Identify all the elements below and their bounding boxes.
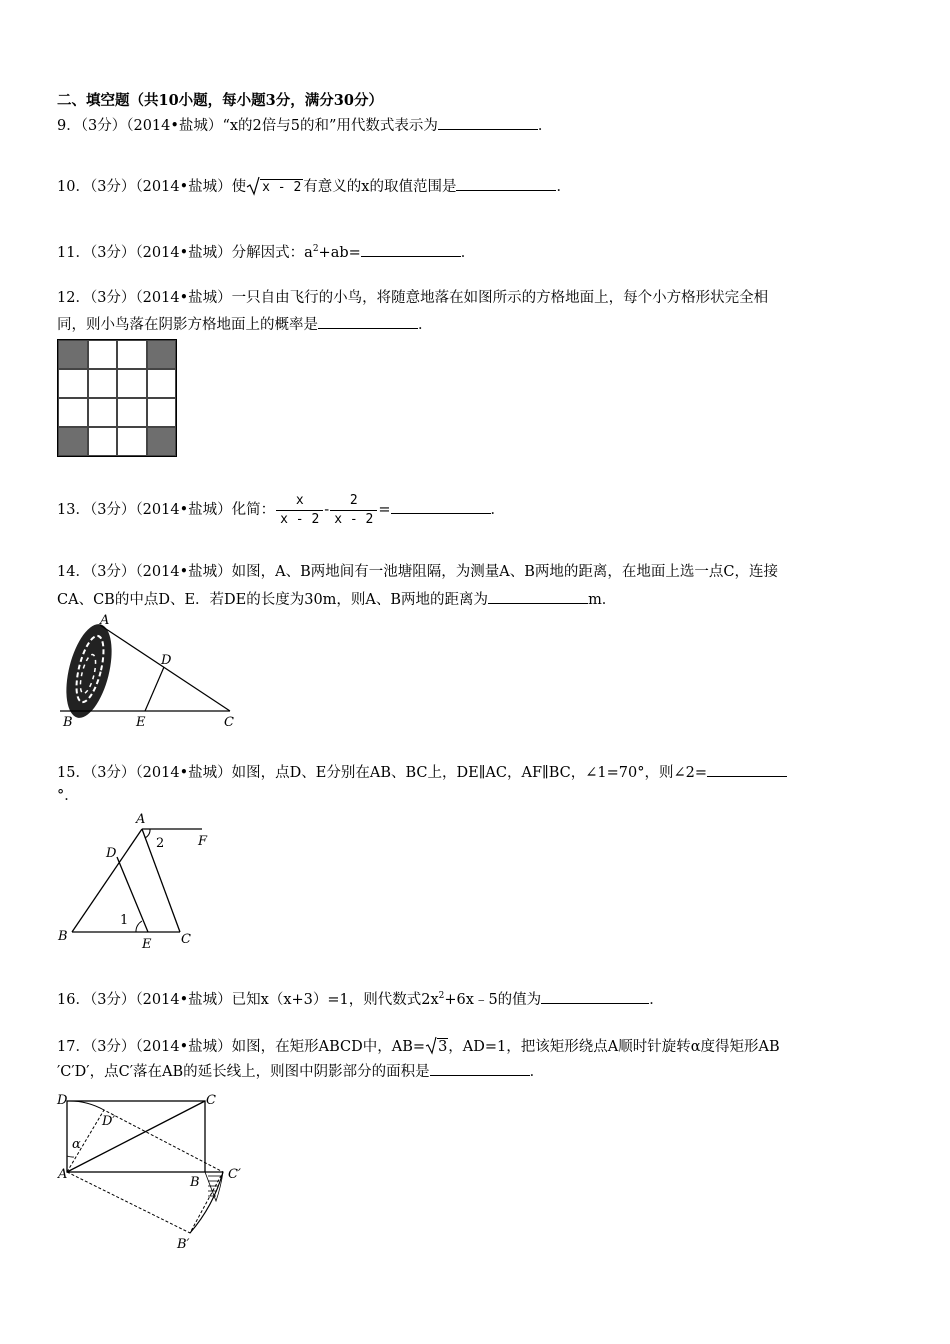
q13-minus: - bbox=[324, 502, 330, 518]
q13-frac1-numerator: x bbox=[295, 492, 304, 508]
q16-source: （2014•盐城） bbox=[135, 992, 232, 1008]
q10-sqrt-expression bbox=[246, 176, 303, 197]
label-c-prime: C′ bbox=[228, 1167, 241, 1182]
label-f: F bbox=[198, 834, 208, 849]
q10-radicand: x - 2 bbox=[262, 180, 302, 195]
arc-dd1 bbox=[67, 1101, 104, 1110]
grid-cell-shaded bbox=[58, 340, 88, 369]
q9-number: 9． bbox=[57, 118, 81, 134]
label-a: A bbox=[58, 1167, 68, 1182]
q17-end: ． bbox=[529, 1064, 545, 1080]
grid-cell bbox=[88, 369, 118, 398]
q14-number: 14． bbox=[57, 564, 90, 580]
label-d: D bbox=[106, 846, 117, 861]
q11-end: ． bbox=[460, 245, 476, 261]
q13-fraction-1 bbox=[276, 492, 323, 529]
section-title: 二、填空题（共10小题，每小题3分，满分30分） bbox=[57, 92, 383, 109]
q17-rectangle-figure bbox=[50, 1088, 260, 1253]
q11-answer-blank[interactable] bbox=[361, 242, 461, 257]
question-17-line1 bbox=[57, 1036, 780, 1056]
label-c: C bbox=[224, 715, 234, 730]
grid-cell bbox=[117, 340, 147, 369]
radical-sign-icon bbox=[246, 176, 260, 196]
q13-end: ． bbox=[490, 502, 505, 518]
q17-source: （2014•盐城） bbox=[135, 1039, 232, 1055]
q17-sqrt3 bbox=[425, 1036, 448, 1056]
q11-exponent: 2 bbox=[312, 244, 319, 254]
label-b: B bbox=[190, 1175, 200, 1190]
q12-grid-figure bbox=[57, 339, 177, 457]
q12-source: （2014•盐城） bbox=[135, 290, 232, 306]
label-angle-2: 2 bbox=[156, 836, 165, 851]
label-a: A bbox=[136, 812, 146, 827]
q16-text: +6x﹣5的值为 bbox=[444, 992, 542, 1008]
q12-score: （3分） bbox=[89, 290, 136, 306]
grid-cell bbox=[58, 369, 88, 398]
label-b-prime: B′ bbox=[177, 1237, 190, 1252]
q11-number: 11． bbox=[57, 245, 90, 261]
q12-text-line1: 一只自由飞行的小鸟，将随意地落在如图所示的方格地面上，每个小方格形状完全相 bbox=[231, 290, 769, 306]
q17-number: 17． bbox=[57, 1039, 90, 1055]
grid-cell bbox=[88, 398, 118, 427]
label-d: D bbox=[161, 653, 172, 668]
grid-cell bbox=[58, 398, 88, 427]
q15-answer-blank[interactable] bbox=[707, 762, 787, 777]
question-16 bbox=[57, 987, 664, 1009]
q17-sqrt-radicand: 3 bbox=[438, 1039, 448, 1055]
label-d-prime: D′ bbox=[102, 1114, 116, 1129]
q10-pre: 使 bbox=[231, 179, 247, 195]
q9-source: （2014•盐城） bbox=[126, 118, 223, 134]
q17-score: （3分） bbox=[89, 1039, 136, 1055]
q14-answer-blank[interactable] bbox=[488, 589, 588, 604]
q14-pond-figure bbox=[55, 612, 255, 732]
question-10 bbox=[57, 176, 571, 197]
q9-end: ． bbox=[537, 118, 553, 134]
label-c: C bbox=[181, 932, 191, 947]
pond-shape bbox=[58, 620, 120, 723]
question-15-line1 bbox=[57, 762, 787, 782]
q13-frac2-numerator: 2 bbox=[349, 492, 358, 508]
q9-score: （3分） bbox=[80, 118, 127, 134]
q15-number: 15． bbox=[57, 765, 90, 781]
grid-cell bbox=[147, 369, 177, 398]
label-angle-1: 1 bbox=[120, 913, 129, 928]
question-9 bbox=[57, 115, 552, 135]
line-ac bbox=[100, 625, 230, 711]
label-a: A bbox=[100, 613, 110, 628]
question-17-line2 bbox=[57, 1061, 544, 1081]
q12-text-line2: 同，则小鸟落在阴影方格地面上的概率是 bbox=[57, 317, 318, 333]
grid-cell bbox=[88, 340, 118, 369]
line-ab bbox=[72, 829, 142, 932]
q16-end: ． bbox=[649, 992, 664, 1008]
grid-cell-shaded bbox=[58, 427, 88, 456]
q16-score: （3分） bbox=[89, 992, 136, 1008]
q14-score: （3分） bbox=[89, 564, 136, 580]
q15-text-line2: °． bbox=[57, 788, 79, 804]
q12-answer-blank[interactable] bbox=[318, 314, 418, 329]
grid-cell bbox=[117, 369, 147, 398]
label-d: D bbox=[57, 1093, 68, 1108]
q9-answer-blank[interactable] bbox=[438, 115, 538, 130]
grid-cell-shaded bbox=[147, 427, 177, 456]
q14-source: （2014•盐城） bbox=[135, 564, 232, 580]
q13-pre: 化简： bbox=[231, 502, 276, 518]
q9-text: “x的2倍与5的和”用代数式表示为 bbox=[222, 118, 438, 134]
q13-score: （3分） bbox=[89, 502, 136, 518]
question-14-line1 bbox=[57, 563, 778, 581]
grid-cell bbox=[117, 427, 147, 456]
q17-answer-blank[interactable] bbox=[430, 1061, 530, 1076]
question-13 bbox=[57, 488, 505, 532]
question-12-line1 bbox=[57, 289, 768, 307]
label-e: E bbox=[142, 937, 152, 952]
q13-answer-blank[interactable] bbox=[391, 499, 491, 514]
q15-source: （2014•盐城） bbox=[135, 765, 232, 781]
question-15-line2 bbox=[57, 787, 79, 805]
grid-cell-shaded bbox=[147, 340, 177, 369]
q14-text-line1: 如图，A、B两地间有一池塘阻隔，为测量A、B两地的距离，在地面上选一点C，连接 bbox=[231, 564, 779, 580]
question-11 bbox=[57, 240, 475, 262]
angle-alpha-arc bbox=[67, 1156, 74, 1157]
q10-source: （2014•盐城） bbox=[135, 179, 232, 195]
grid-cell bbox=[117, 398, 147, 427]
label-alpha: α bbox=[72, 1137, 81, 1152]
q13-frac2-denominator: x - 2 bbox=[330, 510, 377, 529]
grid-cell bbox=[147, 398, 177, 427]
question-14-line2 bbox=[57, 589, 616, 609]
q12-end: ． bbox=[418, 317, 433, 333]
q11-source: （2014•盐城） bbox=[135, 245, 232, 261]
grid-cell bbox=[88, 427, 118, 456]
q17-text-line2: ′C′D′，点C′落在AB的延长线上，则图中阴影部分的面积是 bbox=[57, 1064, 430, 1080]
q10-end: ． bbox=[556, 179, 571, 195]
q12-number: 12． bbox=[57, 290, 90, 306]
q15-score: （3分） bbox=[89, 765, 136, 781]
label-c: C bbox=[206, 1093, 216, 1108]
q16-exponent: 2 bbox=[438, 991, 445, 1001]
q10-text: 有意义的x的取值范围是 bbox=[303, 179, 457, 195]
q11-text: +ab= bbox=[318, 245, 361, 261]
q15-triangle-figure bbox=[52, 810, 222, 955]
q11-score: （3分） bbox=[89, 245, 136, 261]
q13-fraction-2 bbox=[330, 492, 377, 529]
q17-text-line1a: 如图，在矩形ABCD中，AB= bbox=[231, 1039, 426, 1055]
q13-equals: = bbox=[378, 502, 391, 518]
q16-pre: 已知x（x+3）=1，则代数式2x bbox=[231, 992, 439, 1008]
q15-text-line1: 如图，点D、E分别在AB、BC上，DE∥AC，AF∥BC，∠1=70°，则∠2= bbox=[231, 765, 707, 781]
q10-score: （3分） bbox=[89, 179, 136, 195]
label-b: B bbox=[63, 715, 73, 730]
angle-1-arc bbox=[136, 921, 142, 932]
q10-answer-blank[interactable] bbox=[456, 176, 556, 191]
label-b: B bbox=[58, 929, 68, 944]
q13-frac1-denominator: x - 2 bbox=[276, 510, 323, 529]
radical-sign-icon bbox=[425, 1036, 437, 1055]
q16-number: 16． bbox=[57, 992, 90, 1008]
q13-source: （2014•盐城） bbox=[135, 502, 232, 518]
q16-answer-blank[interactable] bbox=[541, 989, 649, 1004]
line-de bbox=[145, 667, 164, 711]
q10-number: 10． bbox=[57, 179, 90, 195]
label-e: E bbox=[136, 715, 146, 730]
question-12-line2 bbox=[57, 314, 433, 334]
q14-text-line2: CA、CB的中点D、E．若DE的长度为30m，则A、B两地的距离为 bbox=[57, 592, 489, 608]
angle-2-arc bbox=[145, 829, 150, 838]
q11-pre: 分解因式：a bbox=[231, 245, 313, 261]
q14-unit: m． bbox=[588, 592, 617, 608]
q17-text-line1b: ，AD=1，把该矩形绕点A顺时针旋转α度得矩形AB bbox=[448, 1039, 780, 1055]
q13-number: 13． bbox=[57, 502, 90, 518]
